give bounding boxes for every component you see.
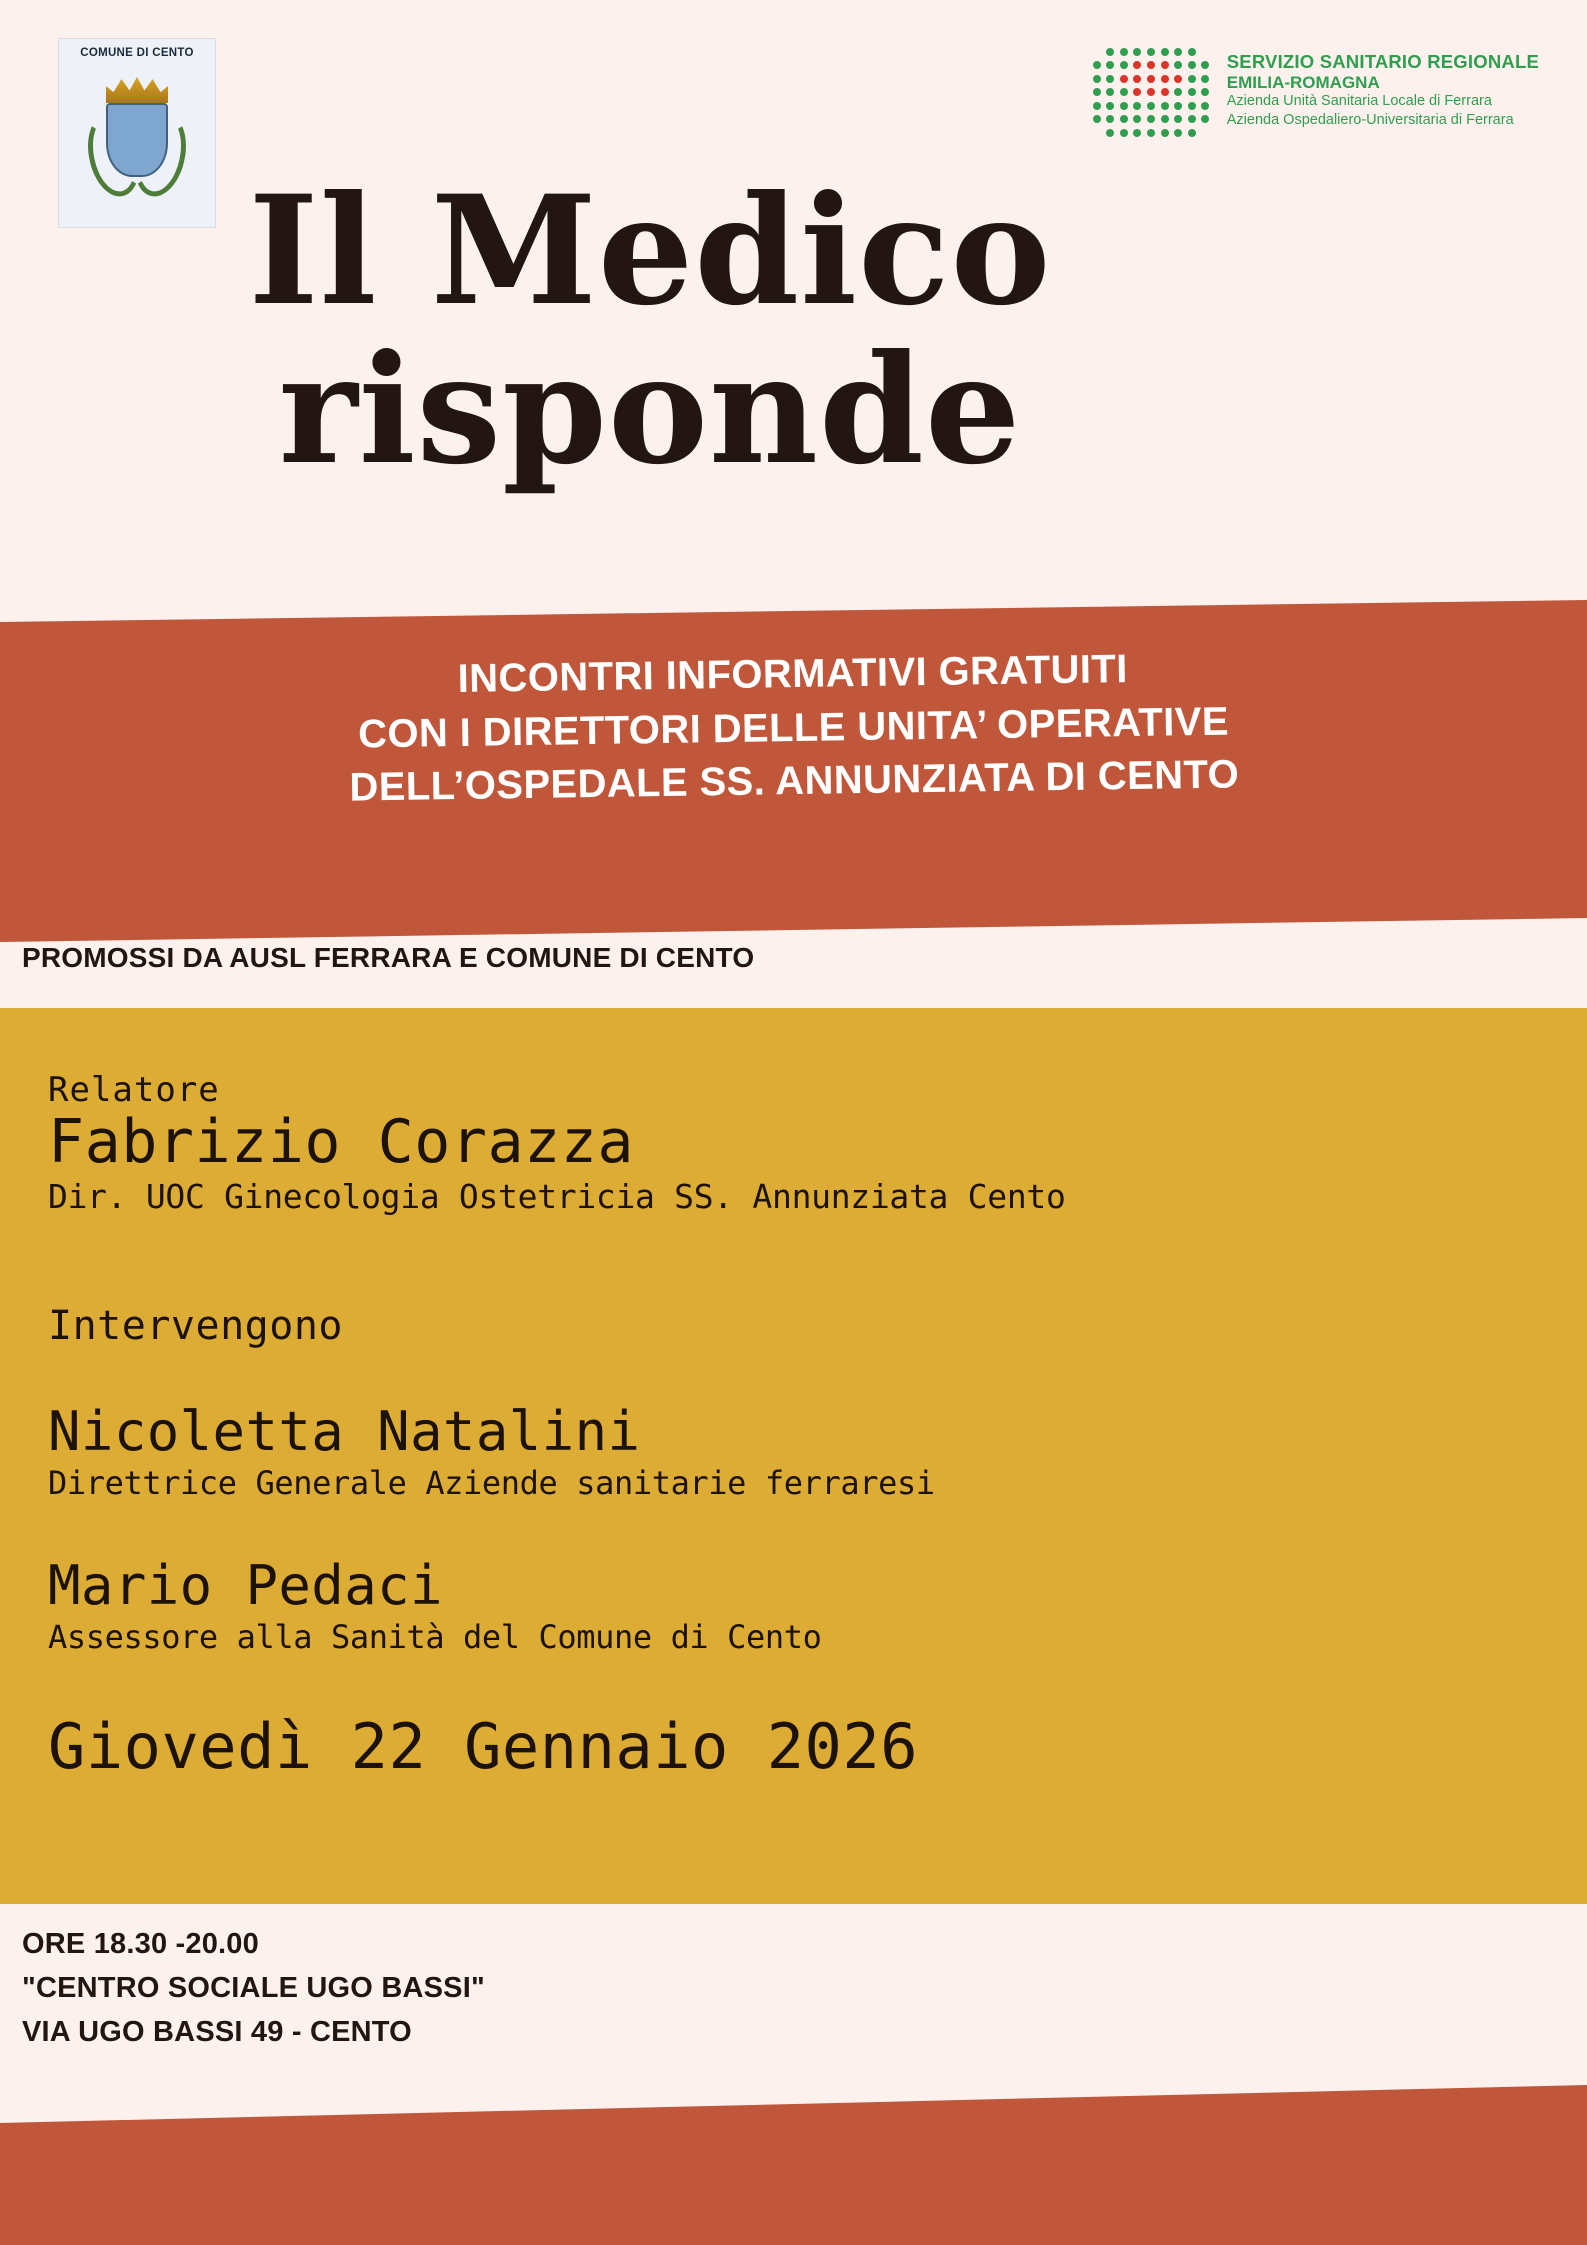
relatore-role: Dir. UOC Ginecologia Ostetricia SS. Annunziata Cento bbox=[48, 1176, 1066, 1216]
comune-logo-caption: COMUNE DI CENTO bbox=[80, 47, 194, 59]
crown-icon bbox=[106, 77, 168, 103]
page-title bbox=[0, 163, 1300, 498]
guest-2-role: Assessore alla Sanità del Comune di Cento bbox=[48, 1618, 822, 1657]
relatore-label: Relatore bbox=[48, 1070, 220, 1110]
relatore-name: Fabrizio Corazza bbox=[48, 1106, 634, 1177]
promoters-line: PROMOSSI DA AUSL FERRARA E COMUNE DI CENTO bbox=[22, 942, 755, 973]
servizio-sanitario-regionale-logo bbox=[1093, 48, 1539, 140]
ausl-line-1: SERVIZIO SANITARIO REGIONALE bbox=[1226, 51, 1539, 72]
title-line-2: risponde bbox=[278, 322, 1022, 498]
banner-text bbox=[0, 636, 1587, 820]
ausl-line-3: Azienda Unità Sanitaria Locale di Ferrara bbox=[1226, 93, 1492, 110]
guest-1-role: Direttrice Generale Aziende sanitarie ferraresi bbox=[48, 1464, 935, 1503]
ausl-line-4: Azienda Ospedaliero-Universitaria di Ferrara bbox=[1226, 112, 1514, 129]
event-time: ORE 18.30 -20.00 bbox=[22, 1928, 259, 1960]
guest-1-name: Nicoletta Natalini bbox=[48, 1400, 641, 1464]
title-line-1: Il Medico bbox=[248, 163, 1052, 339]
speakers-section bbox=[0, 1008, 1587, 1904]
ausl-logo-text bbox=[1227, 48, 1539, 130]
banner-line-1: INCONTRI INFORMATIVI GRATUITI bbox=[457, 647, 1129, 701]
banner-line-2: CON I DIRETTORI DELLE UNITA’ OPERATIVE bbox=[357, 699, 1230, 757]
guest-2-name: Mario Pedaci bbox=[48, 1554, 443, 1618]
event-date: Giovedì 22 Gennaio 2026 bbox=[48, 1710, 919, 1784]
event-address: VIA UGO BASSI 49 - CENTO bbox=[22, 2016, 412, 2049]
shield-band bbox=[106, 103, 168, 166]
banner-line-3: DELL’OSPEDALE SS. ANNUNZIATA DI CENTO bbox=[349, 752, 1240, 810]
event-details bbox=[22, 1922, 485, 2054]
ausl-line-2: EMILIA-ROMAGNA bbox=[1226, 72, 1380, 92]
event-venue: "CENTRO SOCIALE UGO BASSI" bbox=[22, 1972, 485, 2005]
intervengono-label: Intervengono bbox=[48, 1303, 343, 1350]
bottom-orange-band bbox=[0, 2085, 1587, 2245]
dot-grid-icon bbox=[1093, 48, 1213, 140]
shield-icon bbox=[106, 103, 168, 177]
